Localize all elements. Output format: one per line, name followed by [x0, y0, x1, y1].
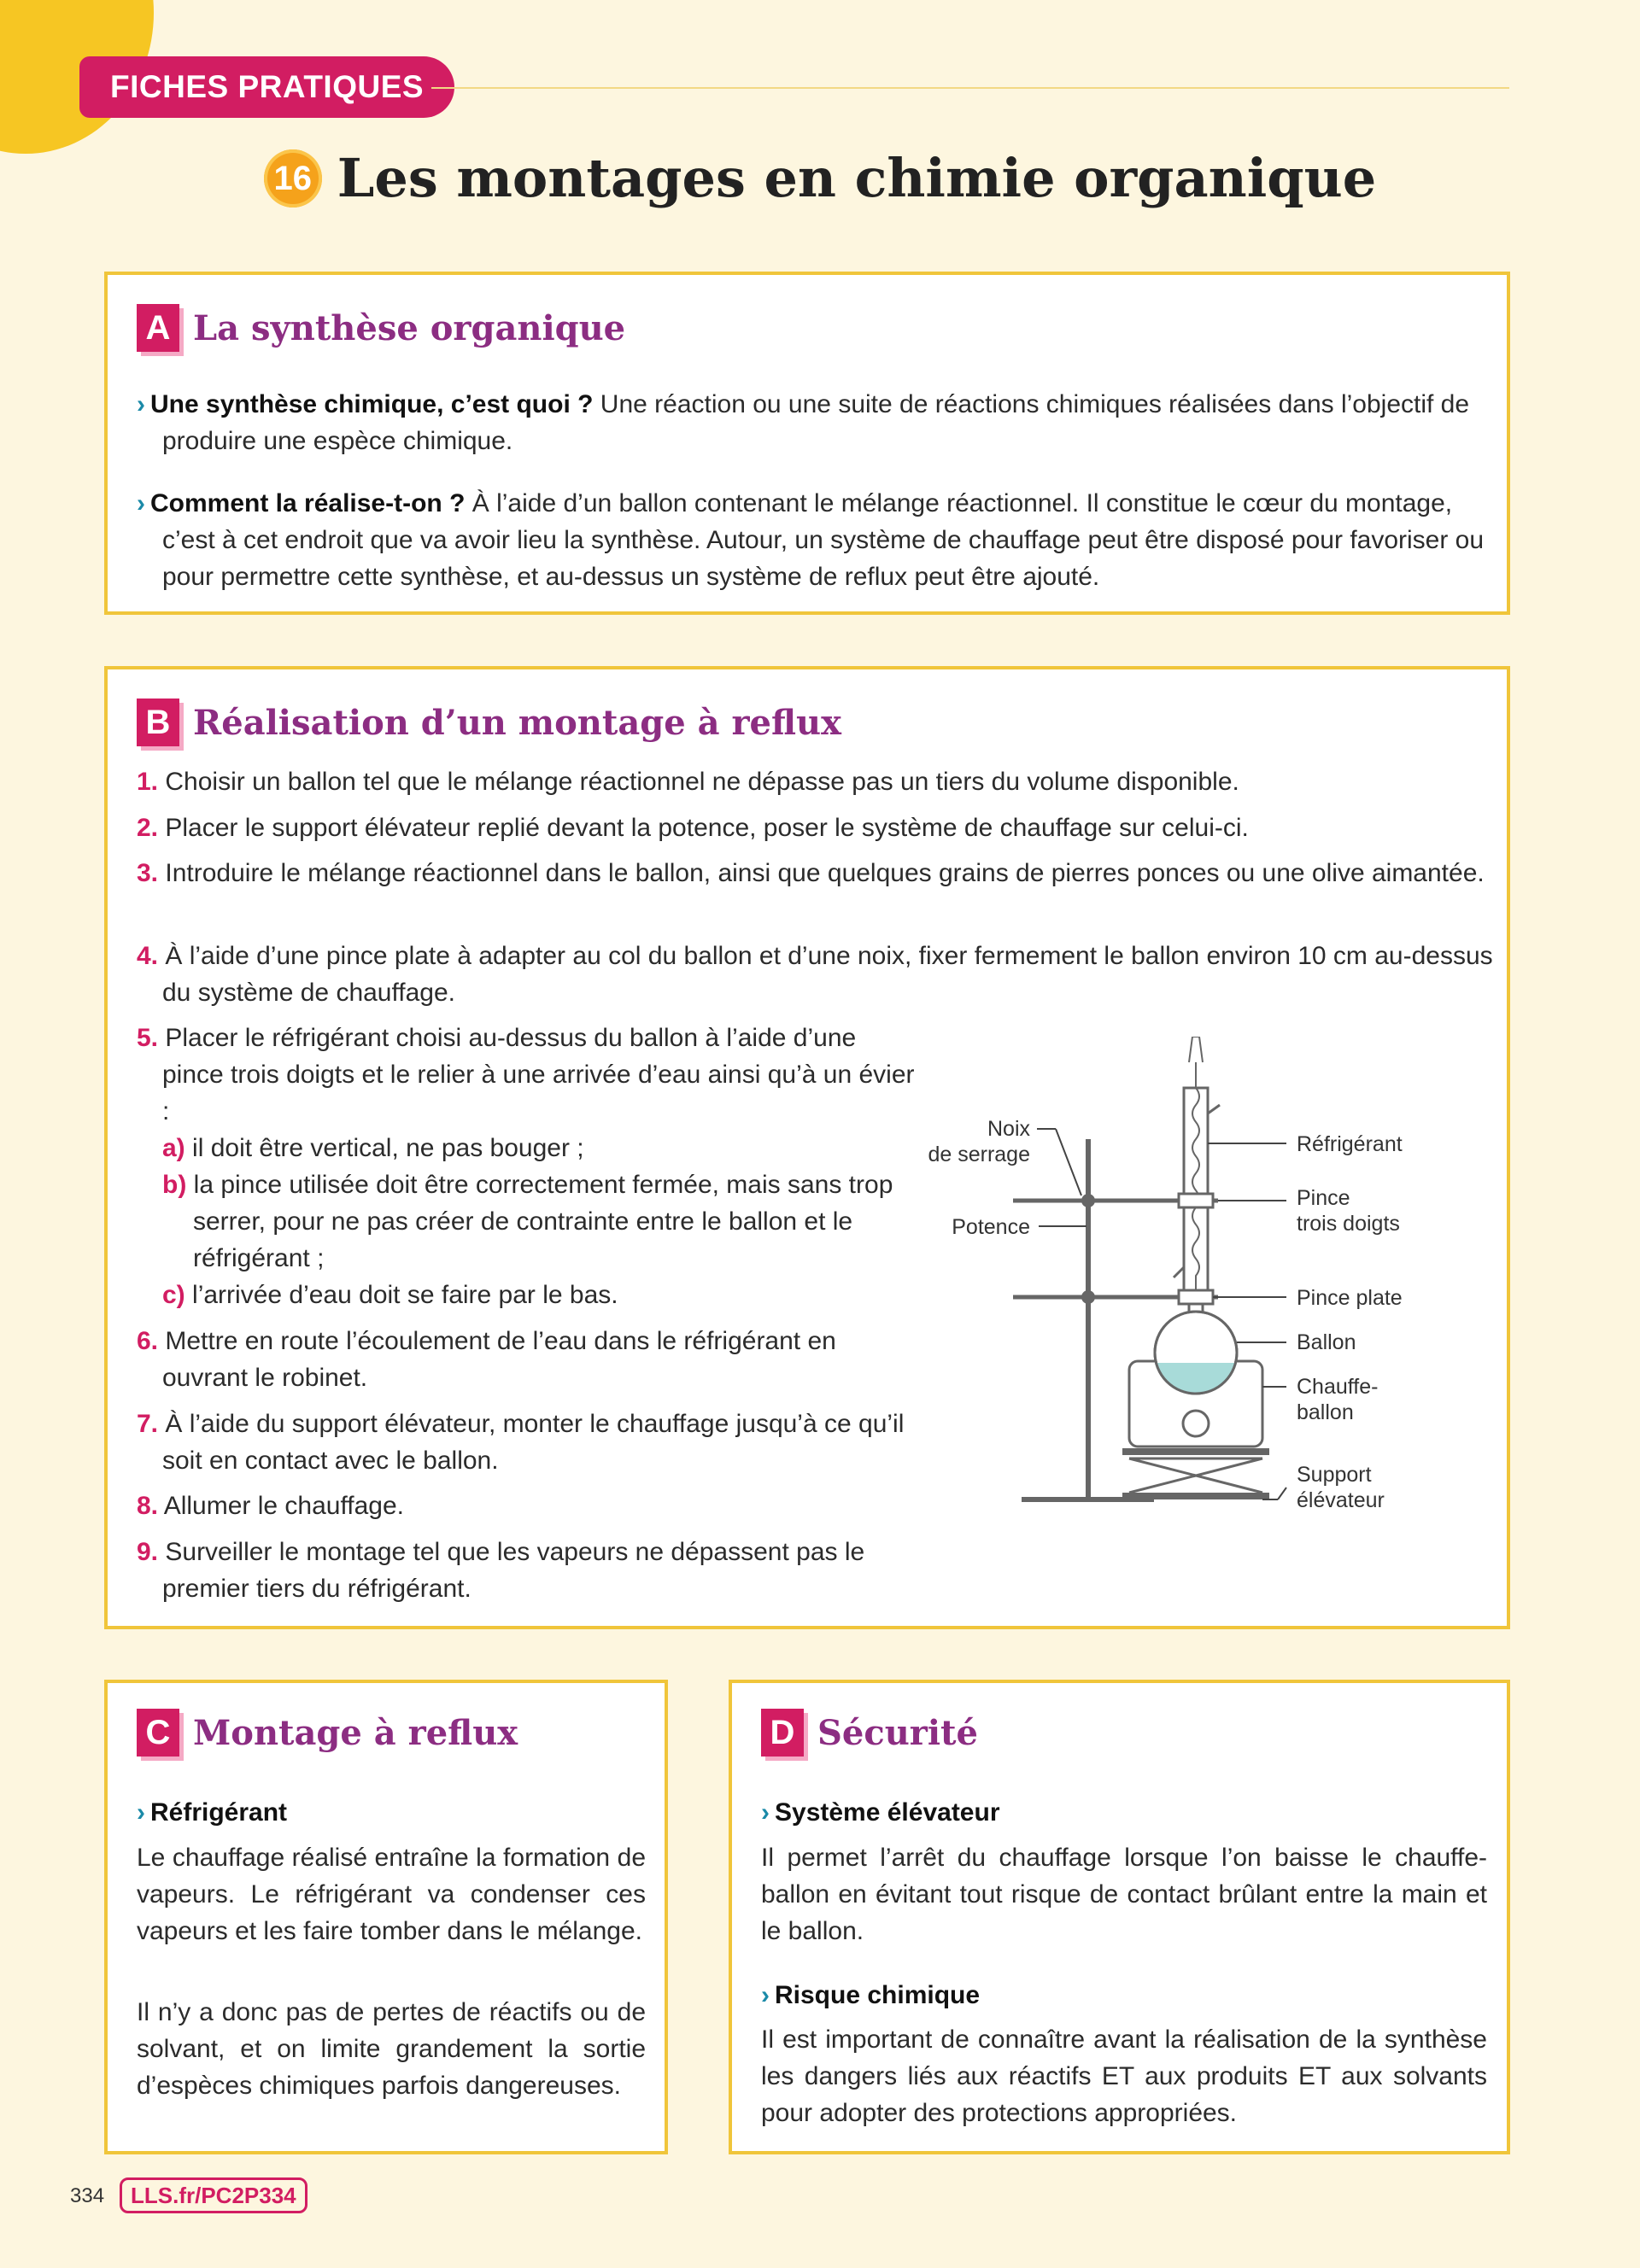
section-c-title: Montage à reflux: [193, 1712, 518, 1753]
chevron-icon: ›: [761, 1798, 770, 1827]
support-scissor: [1129, 1458, 1262, 1493]
section-d-paragraph-2: Il est important de connaître avant la réalisation de la synthèse les dangers liés aux réactifs ET aux produits ET aux solvants pour adopter des protections appropriées.: [761, 2025, 1487, 2127]
section-b-letter: B: [137, 699, 179, 746]
section-b-box: [104, 666, 1510, 1629]
page-title: [0, 147, 1640, 209]
section-d-title: Sécurité: [817, 1712, 978, 1753]
list-item: 2. Placer le support élévateur replié devant la potence, poser le système de chauffage sur celui-ci.: [137, 814, 1249, 842]
section-d-heading: [761, 1709, 978, 1757]
list-item: 5. Placer le réfrigérant choisi au-dessus du ballon à l’aide d’une pince trois doigts et le relier à une arrivée d’eau ainsi qu’à un évier :: [137, 1024, 915, 1125]
chevron-icon: ›: [137, 489, 145, 517]
label-noix-2: de serrage: [928, 1143, 1030, 1166]
support-bottom-plate: [1122, 1493, 1269, 1499]
noix-upper: [1081, 1194, 1095, 1207]
section-c-subhead: › Réfrigérant: [137, 1798, 288, 1827]
section-c-letter: C: [137, 1709, 179, 1757]
noix-lower: [1081, 1290, 1095, 1304]
label-ballon: Ballon: [1297, 1330, 1356, 1354]
section-b-heading: [137, 699, 841, 746]
list-item: 3. Introduire le mélange réactionnel dans le ballon, ainsi que quelques grains de pierres ponces ou une olive aimantée.: [137, 859, 1485, 887]
pince-trois-doigts-clamp: [1179, 1194, 1213, 1207]
list-item: 1. Choisir un ballon tel que le mélange réactionnel ne dépasse pas un tiers du volume disponible.: [137, 768, 1239, 796]
label-noix-1: Noix: [987, 1117, 1030, 1141]
water-in-tube: [1174, 1267, 1184, 1277]
label-chauffe-2: ballon: [1297, 1400, 1354, 1424]
chevron-icon: ›: [137, 390, 145, 418]
label-pince-2: trois doigts: [1297, 1212, 1400, 1236]
sub-list-item: a) il doit être vertical, ne pas bouger ;: [162, 1134, 584, 1162]
support-top-plate: [1122, 1448, 1269, 1455]
list-item: 7. À l’aide du support élévateur, monter le chauffage jusqu’à ce qu’il soit en contact avec le ballon.: [137, 1410, 905, 1475]
sub-list-item: b) la pince utilisée doit être correctement fermée, mais sans trop serrer, pour ne pas créer de contrainte entre le ballon et le réfrigérant ;: [162, 1171, 893, 1272]
section-a-heading: [137, 304, 625, 352]
header-tag: FICHES PRATIQUES: [79, 56, 454, 118]
list-item: 4. À l’aide d’une pince plate à adapter au col du ballon et d’une noix, fixer fermement le ballon environ 10 cm au-dessus du système de chauffage.: [137, 942, 1493, 1007]
section-a-title: La synthèse organique: [193, 307, 626, 348]
section-a-box: [104, 272, 1510, 615]
label-chauffe-1: Chauffe-: [1297, 1375, 1379, 1399]
section-d-letter: D: [761, 1709, 804, 1757]
label-potence: Potence: [952, 1215, 1030, 1239]
water-out-tube: [1208, 1105, 1220, 1114]
footer-link[interactable]: LLS.fr/PC2P334: [120, 2177, 308, 2213]
section-d-subhead-2: › Risque chimique: [761, 1981, 981, 2009]
label-refrigerant: Réfrigérant: [1297, 1132, 1403, 1156]
page-number: 334: [70, 2184, 105, 2207]
title-text: Les montages en chimie organique: [337, 147, 1377, 209]
label-support-2: élévateur: [1297, 1488, 1385, 1512]
chevron-icon: ›: [137, 1798, 145, 1827]
sub-list-item: c) l’arrivée d’eau doit se faire par le bas.: [162, 1281, 618, 1309]
header-rule: [431, 87, 1509, 89]
section-c-heading: [137, 1709, 518, 1757]
section-a-paragraph-1: › Une synthèse chimique, c’est quoi ? Une réaction ou une suite de réactions chimiques réalisées dans l’objectif de produire une espèce chimique.: [137, 390, 1470, 455]
section-a-paragraph-2: › Comment la réalise-t-on ? À l’aide d’un ballon contenant le mélange réactionnel. Il constitue le cœur du montage, c’est à cet endroit que va avoir lieu la synthèse. Autour, un système de chauffage peut être disposé pour favoriser ou pour permettre cette synthèse, et au-dessus un système de reflux peut être ajouté.: [137, 489, 1485, 591]
reflux-diagram: [928, 1037, 1508, 1523]
label-pince-plate: Pince plate: [1297, 1286, 1403, 1310]
title-number-badge: 16: [264, 149, 322, 208]
label-pince-1: Pince: [1297, 1186, 1350, 1210]
section-d-paragraph-1: Il permet l’arrêt du chauffage lorsque l’on baisse le chauffe-ballon en évitant tout risque de contact brûlant entre la main et le ballon.: [761, 1844, 1487, 1945]
section-c-box: [104, 1680, 668, 2154]
section-b-title: Réalisation d’un montage à reflux: [193, 702, 841, 743]
list-item: 6. Mettre en route l’écoulement de l’eau dans le réfrigérant en ouvrant le robinet.: [137, 1327, 836, 1392]
list-item: 8. Allumer le chauffage.: [137, 1492, 404, 1520]
list-item: 9. Surveiller le montage tel que les vapeurs ne dépassent pas le premier tiers du réfrigérant.: [137, 1538, 865, 1603]
label-support-1: Support: [1297, 1463, 1372, 1487]
section-a-letter: A: [137, 304, 179, 352]
chauffe-ballon-knob: [1183, 1411, 1209, 1436]
section-d-box: [729, 1680, 1510, 2154]
pince-plate-clamp: [1179, 1290, 1213, 1304]
section-d-subhead-1: › Système élévateur: [761, 1798, 1000, 1827]
section-c-paragraph-1: Le chauffage réalisé entraîne la formation de vapeurs. Le réfrigérant va condenser ces vapeurs et les faire tomber dans le mélange.: [137, 1844, 646, 1945]
condenser-top: [1189, 1037, 1203, 1062]
chevron-icon: ›: [761, 1981, 770, 2009]
section-c-paragraph-2: Il n’y a donc pas de pertes de réactifs ou de solvant, et on limite grandement la sortie d’espèces chimiques parfois dangereuses.: [137, 1998, 646, 2100]
